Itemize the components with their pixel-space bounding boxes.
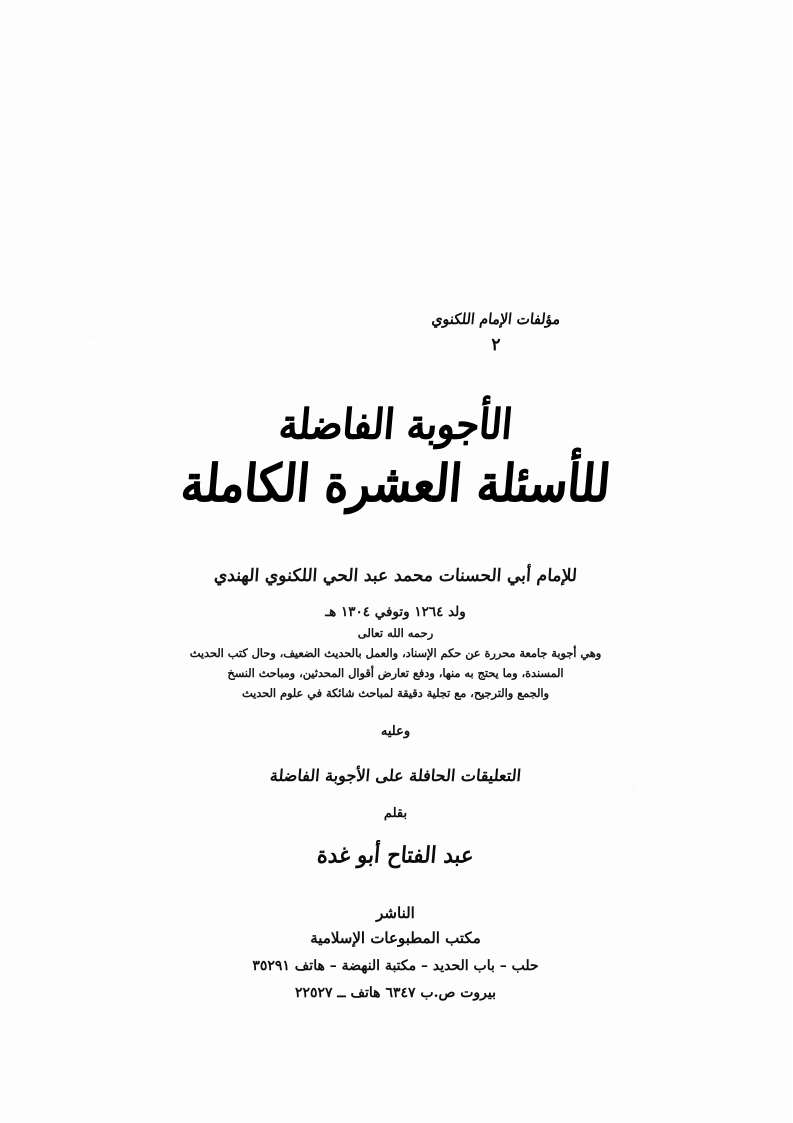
title-line-2: للأسئلة العشرة الكاملة: [179, 453, 614, 515]
publisher-address-line-2: بيروت ص.ب ٦٣٤٧ هاتف ــ ٢٢٥٢٧: [295, 985, 498, 1001]
title-line-1: الأجوبة الفاضلة: [277, 399, 516, 449]
publisher-label: الناشر: [377, 904, 416, 922]
author-dates: ولد ١٢٦٤ وتوفي ١٣٠٤ هـ: [326, 604, 467, 620]
description-line-2: المسندة، وما يحتج به منها، ودفع تعارض أقوال المحدثين، ومباحث النسخ: [228, 665, 565, 680]
publisher-name: مكتب المطبوعات الإسلامية: [311, 929, 482, 947]
description-line-1: وهي أجوبة جامعة محررة عن حكم الإسناد، والعمل بالحديث الضعيف، وحال كتب الحديث: [190, 646, 603, 660]
description-line-3: والجمع والترجيح، مع تجلية دقيقة لمباحث شائكة في علوم الحديث: [242, 685, 550, 700]
description-block: [96, 644, 697, 703]
author-blessing: رحمه الله تعالى: [358, 626, 435, 640]
publisher-address-line-1: حلب – باب الحديد – مكتبة النهضة – هاتف ٣٥٢٩١: [253, 958, 540, 974]
by-pen-label: بقلم: [384, 806, 409, 821]
author-line: للإمام أبي الحسنات محمد عبد الحي اللكنوي الهندي: [214, 566, 579, 586]
commentary-title: التعليقات الحافلة على الأجوبة الفاضلة: [270, 766, 523, 785]
upon-it-label: وعليه: [381, 724, 412, 739]
page-title: [0, 399, 793, 515]
series-label: مؤلفات الإمام اللكنوي: [431, 311, 563, 329]
series-block: [397, 312, 597, 355]
editor-name: عبد الفتاح أبو غدة: [317, 841, 476, 868]
series-number: ٢: [492, 335, 502, 355]
